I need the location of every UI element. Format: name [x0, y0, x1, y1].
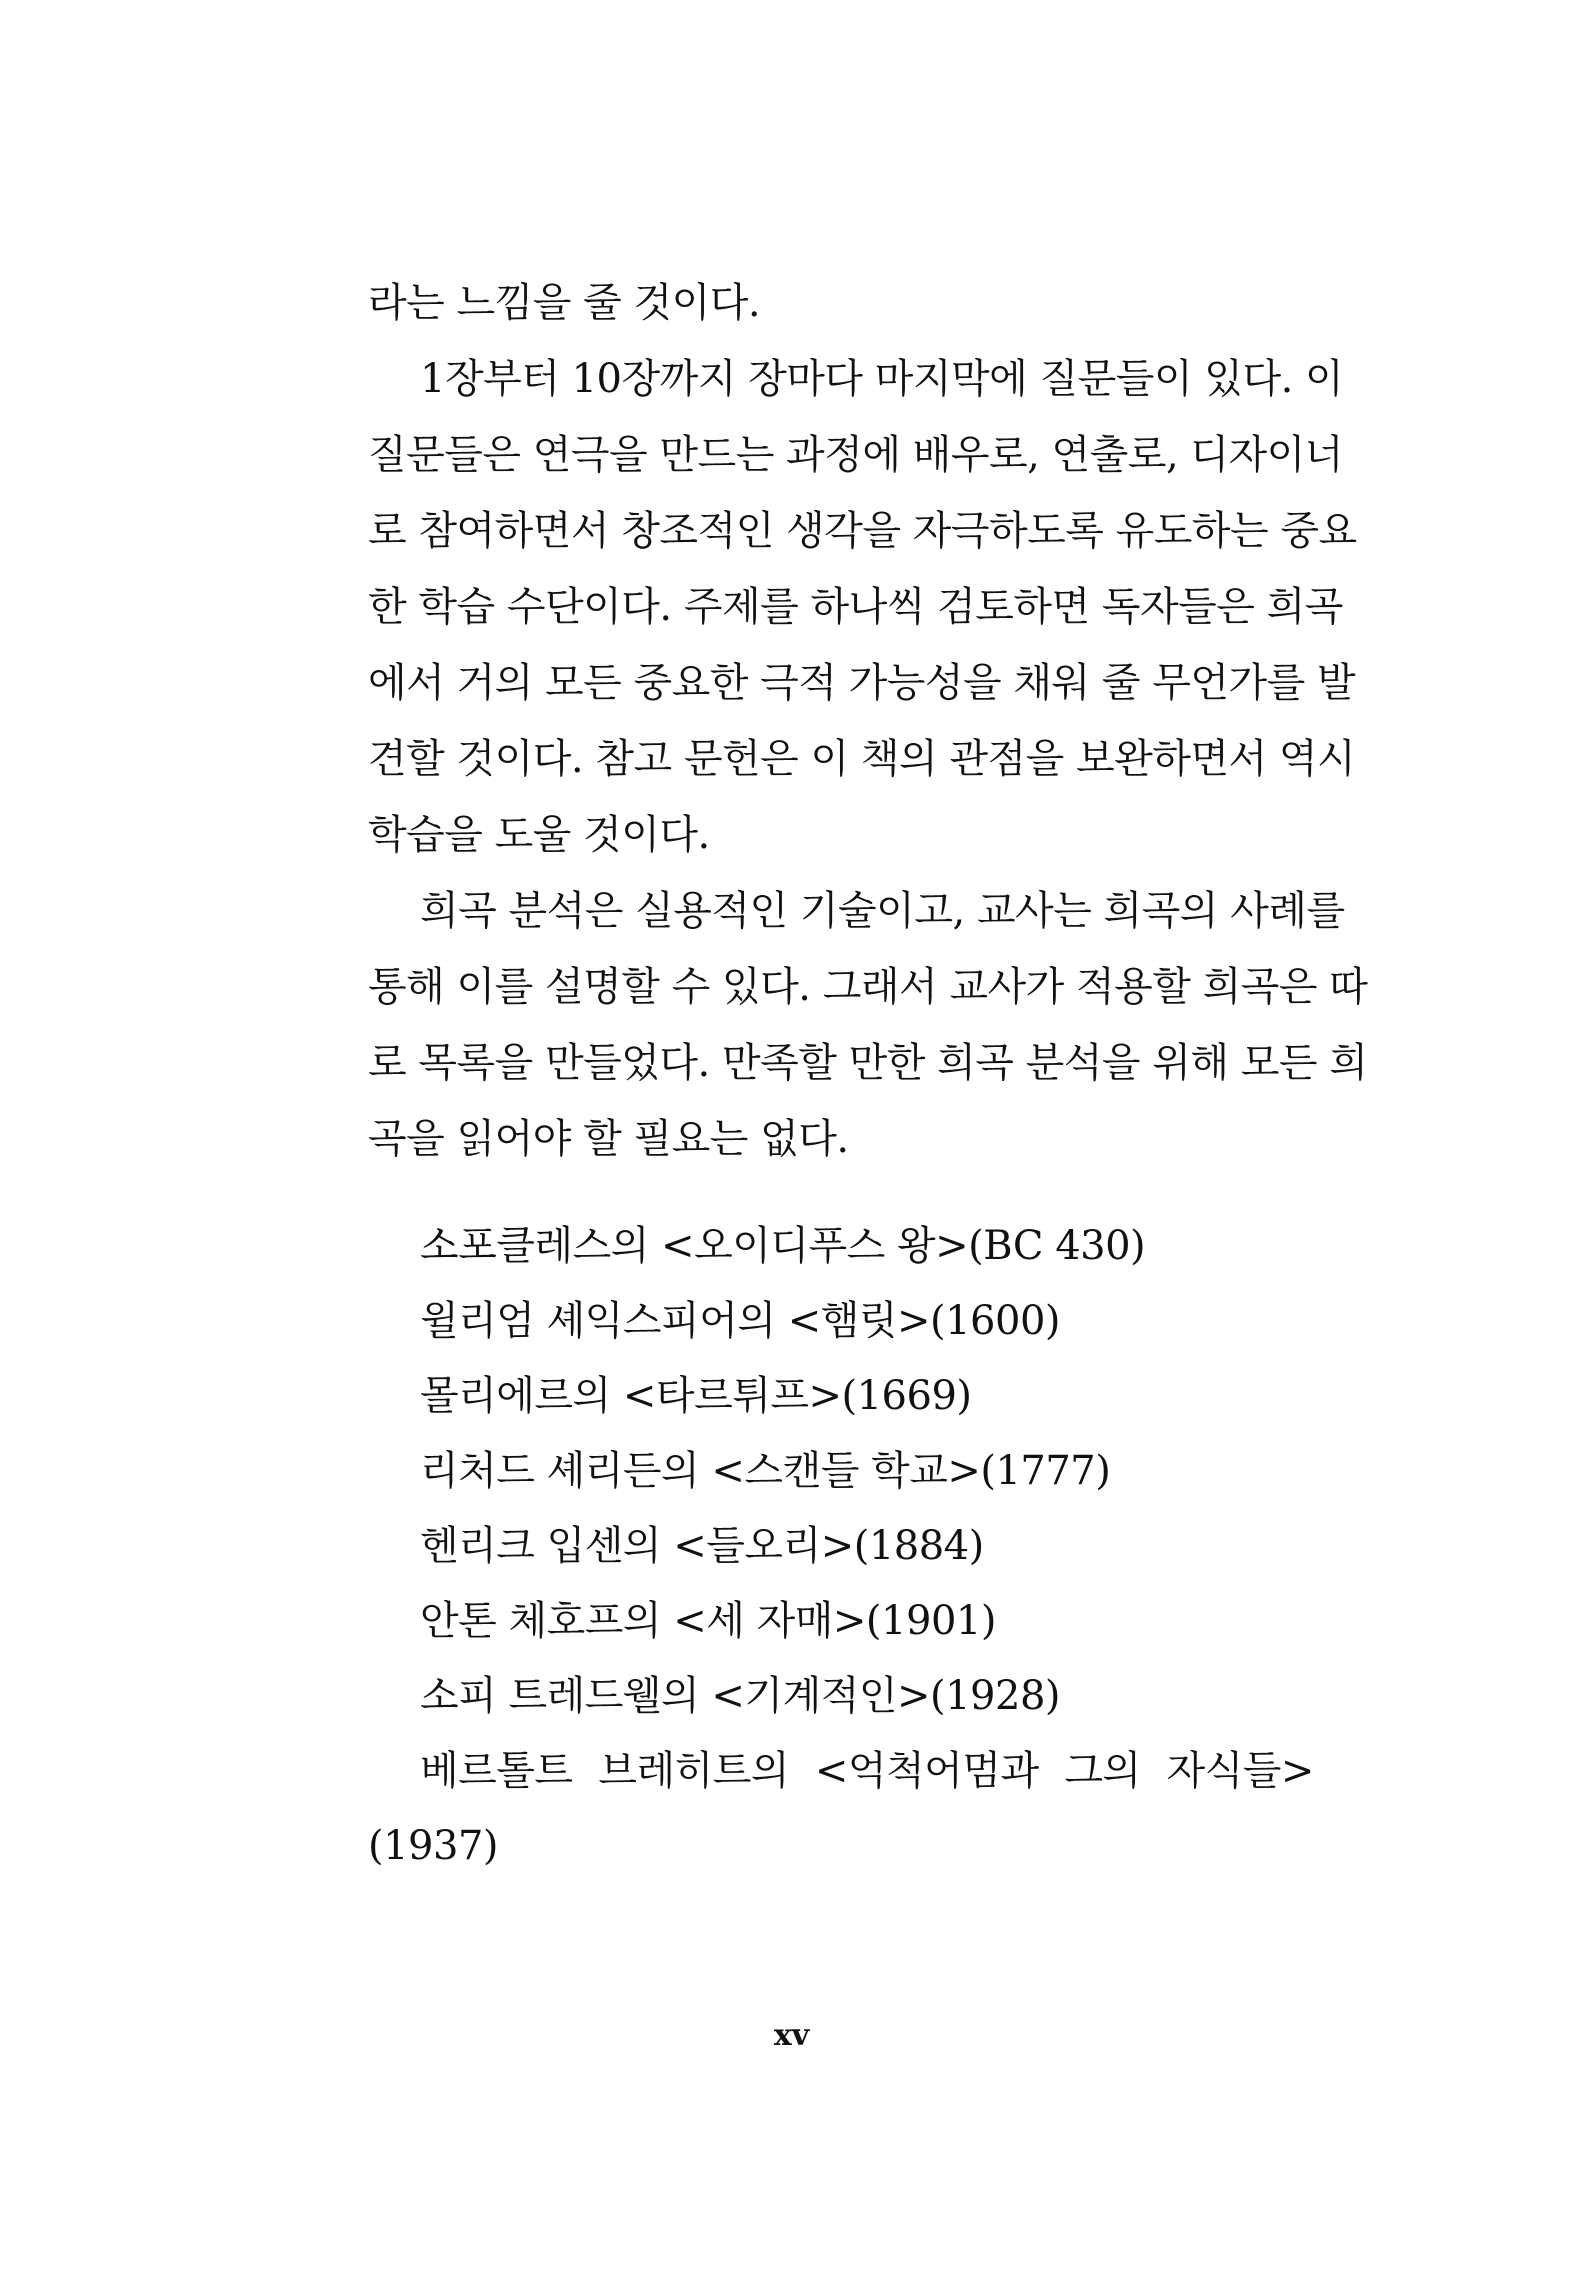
paragraph-3-line-1: 희곡 분석은 실용적인 기술이고, 교사는 희곡의 사례를 [420, 888, 1345, 934]
play-word: 자식들> [1166, 1748, 1314, 1794]
play-item: 몰리에르의 <타르튀프>(1669) [420, 1373, 972, 1419]
paragraph-1-line-1: 라는 느낌을 줄 것이다. [368, 280, 761, 326]
paragraph-2-line-5: 에서 거의 모든 중요한 극적 가능성을 채워 줄 무언가를 발 [368, 660, 1356, 706]
plays-list [368, 1208, 1314, 1883]
play-word: 브레히트의 [598, 1748, 790, 1794]
body-text [368, 265, 1368, 1177]
play-item: 헨리크 입센의 <들오리>(1884) [420, 1523, 984, 1569]
play-item: 안톤 체호프의 <세 자매>(1901) [420, 1598, 996, 1644]
page-number: xv [773, 2018, 810, 2053]
paragraph-2-line-4: 한 학습 수단이다. 주제를 하나씩 검토하면 독자들은 희곡 [368, 584, 1343, 630]
play-item: 윌리엄 셰익스피어의 <햄릿>(1600) [420, 1298, 1061, 1344]
play-word: 베르톨트 [420, 1748, 573, 1794]
play-item: 리처드 셰리든의 <스캔들 학교>(1777) [420, 1448, 1111, 1494]
paragraph-2-line-3: 로 참여하면서 창조적인 생각을 자극하도록 유도하는 중요 [368, 508, 1357, 554]
paragraph-3-line-3: 로 목록을 만들었다. 만족할 만한 희곡 분석을 위해 모든 희 [368, 1040, 1368, 1086]
play-word: <억척어멈과 [814, 1748, 1039, 1794]
paragraph-3-line-4: 곡을 읽어야 할 필요는 없다. [368, 1116, 849, 1162]
paragraph-3-line-2: 통해 이를 설명할 수 있다. 그래서 교사가 적용할 희곡은 따 [368, 964, 1368, 1010]
paragraph-2-line-7: 학습을 도울 것이다. [368, 812, 710, 858]
paragraph-2-line-1: 1장부터 10장까지 장마다 마지막에 질문들이 있다. 이 [420, 356, 1344, 402]
play-item: 소포클레스의 <오이디푸스 왕>(BC 430) [420, 1223, 1146, 1269]
play-item-continuation: (1937) [368, 1823, 499, 1869]
paragraph-2-line-2: 질문들은 연극을 만드는 과정에 배우로, 연출로, 디자이너 [368, 432, 1343, 478]
play-word: 그의 [1064, 1748, 1141, 1794]
play-item-last [368, 1733, 1314, 1808]
play-item: 소피 트레드웰의 <기계적인>(1928) [420, 1673, 1061, 1719]
paragraph-2-line-6: 견할 것이다. 참고 문헌은 이 책의 관점을 보완하면서 역시 [368, 736, 1356, 782]
